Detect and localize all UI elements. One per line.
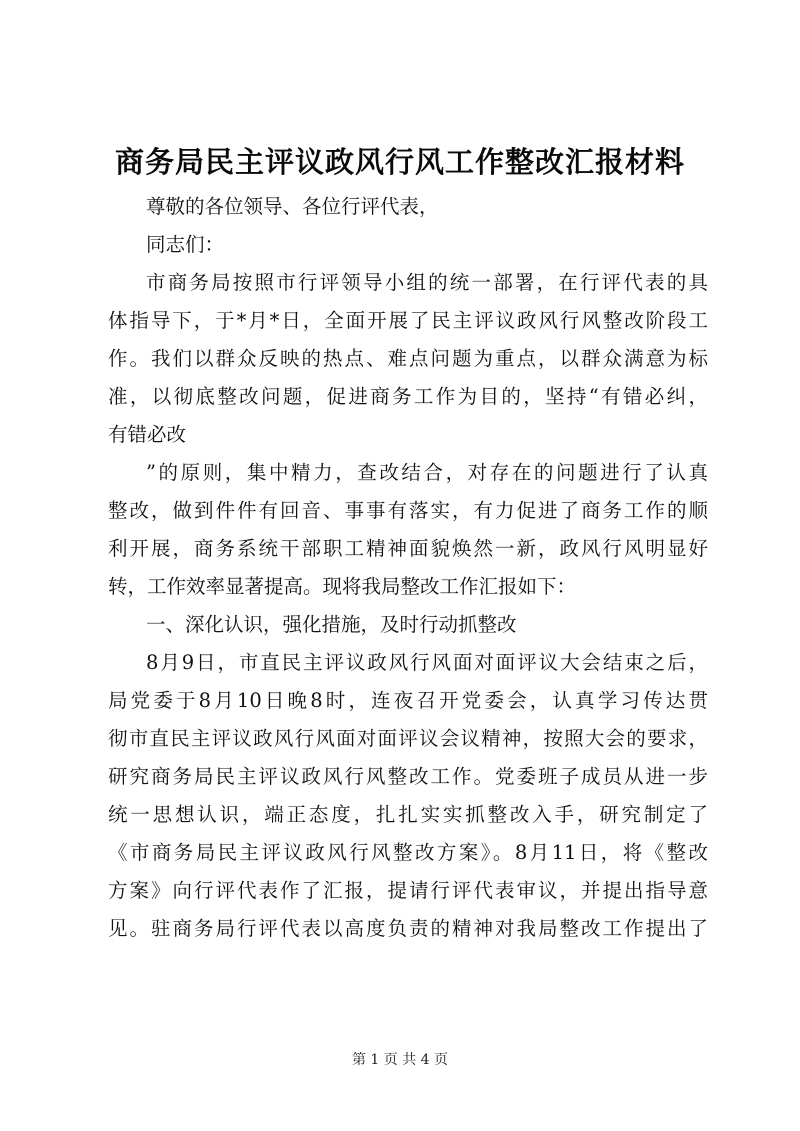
page-number-footer: 第 1 页 共 4 页	[351, 1052, 449, 1068]
paragraph-line: 研究商务局民主评议政风行风整改工作。党委班子成员从进一步	[108, 765, 708, 788]
salutation-line: 同志们：	[146, 233, 225, 256]
paragraph-line: 见。驻商务局行评代表以高度负责的精神对我局整改工作提出了	[108, 917, 708, 940]
paragraph-line: 体指导下，于*月*日，全面开展了民主评议政风行风整改阶段工	[108, 309, 708, 332]
paragraph-line: 转，工作效率显著提高。现将我局整改工作汇报如下：	[108, 575, 577, 598]
paragraph-line: 利开展，商务系统干部职工精神面貌焕然一新，政风行风明显好	[108, 537, 708, 560]
document-body	[108, 188, 708, 948]
paragraph-line: 作。我们以群众反映的热点、难点问题为重点，以群众满意为标	[108, 347, 708, 370]
paragraph-line: 整改，做到件件有回音、事事有落实，有力促进了商务工作的顺	[108, 499, 708, 522]
paragraph-line: 方案》向行评代表作了汇报，提请行评代表审议，并提出指导意	[108, 879, 708, 902]
section-heading: 一、深化认识，强化措施，及时行动抓整改	[146, 613, 517, 636]
paragraph-line: 统一思想认识，端正态度，扎扎实实抓整改入手，研究制定了	[108, 803, 708, 826]
paragraph-line: ”的原则，集中精力，查改结合，对存在的问题进行了认真	[146, 461, 708, 484]
paragraph-line: 准，以彻底整改问题，促进商务工作为目的，坚持“有错必纠，	[108, 385, 708, 408]
document-title: 商务局民主评议政风行风工作整改汇报材料	[114, 145, 685, 179]
paragraph-line: 市商务局按照市行评领导小组的统一部署，在行评代表的具	[146, 271, 708, 294]
paragraph-line: 8月9日，市直民主评议政风行风面对面评议大会结束之后，	[146, 651, 708, 674]
paragraph-line: 局党委于8月10日晚8时，连夜召开党委会，认真学习传达贯	[108, 689, 708, 712]
paragraph-line: 有错必改	[108, 423, 187, 446]
salutation-line: 尊敬的各位领导、各位行评代表，	[146, 195, 439, 218]
paragraph-line: 彻市直民主评议政风行风面对面评议会议精神，按照大会的要求，	[108, 727, 708, 750]
paragraph-line: 《市商务局民主评议政风行风整改方案》。8月11日，将《整改	[108, 841, 708, 864]
